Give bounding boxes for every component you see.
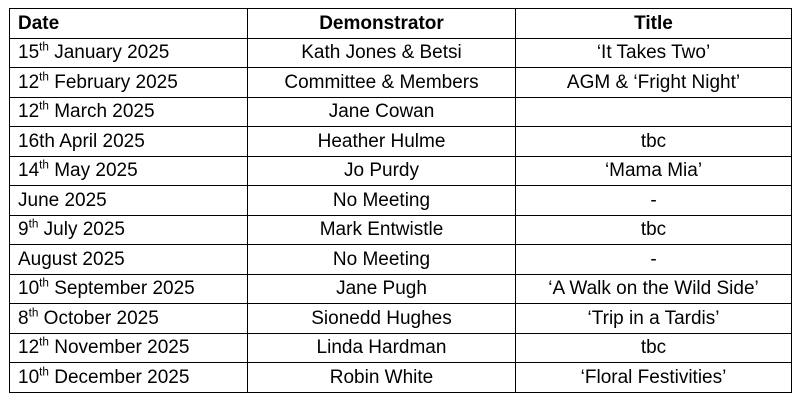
date-cell — [10, 363, 248, 393]
date-cell — [10, 215, 248, 245]
table-row — [10, 333, 792, 363]
table-row — [10, 97, 792, 127]
date-day: 9 — [18, 219, 29, 241]
schedule-table — [9, 8, 792, 393]
date-cell — [10, 127, 248, 157]
title-cell: - — [516, 186, 792, 216]
date-ordinal-suffix: th — [39, 335, 49, 349]
title-cell: tbc — [516, 127, 792, 157]
demonstrator-cell: Kath Jones & Betsi — [248, 38, 516, 68]
demonstrator-cell: Heather Hulme — [248, 127, 516, 157]
demonstrator-cell: Linda Hardman — [248, 333, 516, 363]
date-day: 12 — [18, 101, 40, 123]
date-ordinal-suffix: th — [39, 40, 49, 54]
table-row — [10, 156, 792, 186]
date-cell — [10, 38, 248, 68]
date-day: 15 — [18, 42, 40, 64]
date-ordinal-suffix: th — [28, 306, 39, 320]
date-ordinal-suffix: th — [28, 217, 39, 231]
demonstrator-cell: Jo Purdy — [248, 156, 516, 186]
table-row — [10, 38, 792, 68]
table-row — [10, 215, 792, 245]
demonstrator-cell: Committee & Members — [248, 68, 516, 98]
date-cell — [10, 245, 248, 275]
demonstrator-cell: Sionedd Hughes — [248, 304, 516, 334]
schedule-table-wrapper — [9, 8, 792, 393]
date-month-year: June 2025 — [18, 189, 107, 211]
table-row — [10, 274, 792, 304]
header-date: Date — [10, 9, 248, 39]
table-row — [10, 68, 792, 98]
table-body — [10, 38, 792, 392]
demonstrator-cell: Robin White — [248, 363, 516, 393]
title-cell: - — [516, 245, 792, 275]
date-cell — [10, 333, 248, 363]
date-month-year: January 2025 — [48, 42, 170, 64]
date-cell — [10, 156, 248, 186]
title-cell — [516, 97, 792, 127]
demonstrator-cell: Jane Pugh — [248, 274, 516, 304]
date-month-year: September 2025 — [48, 278, 195, 300]
date-month-year: March 2025 — [48, 101, 155, 123]
date-cell — [10, 304, 248, 334]
date-day: 10 — [18, 278, 40, 300]
date-month-year: April 2025 — [54, 130, 145, 152]
title-cell: tbc — [516, 215, 792, 245]
date-month-year: October 2025 — [38, 307, 159, 329]
date-cell — [10, 97, 248, 127]
title-cell: tbc — [516, 333, 792, 363]
title-cell: ‘A Walk on the Wild Side’ — [516, 274, 792, 304]
date-month-year: July 2025 — [38, 219, 126, 241]
title-cell: ‘Mama Mia’ — [516, 156, 792, 186]
date-month-year: May 2025 — [48, 160, 138, 182]
table-row — [10, 363, 792, 393]
date-cell — [10, 68, 248, 98]
table-row — [10, 304, 792, 334]
date-cell — [10, 186, 248, 216]
date-day: 10 — [18, 366, 40, 388]
title-cell: ‘Trip in a Tardis’ — [516, 304, 792, 334]
date-ordinal-suffix: th — [39, 365, 49, 379]
table-row — [10, 245, 792, 275]
date-ordinal-suffix: th — [39, 99, 49, 113]
demonstrator-cell: No Meeting — [248, 186, 516, 216]
header-demonstrator: Demonstrator — [248, 9, 516, 39]
demonstrator-cell: Mark Entwistle — [248, 215, 516, 245]
date-day: 12 — [18, 71, 40, 93]
title-cell: ‘Floral Festivities’ — [516, 363, 792, 393]
table-row — [10, 127, 792, 157]
table-row — [10, 186, 792, 216]
date-ordinal-suffix: th — [39, 70, 49, 84]
date-month-year: November 2025 — [48, 337, 190, 359]
demonstrator-cell: No Meeting — [248, 245, 516, 275]
date-day: 16th — [18, 130, 55, 152]
date-day: 12 — [18, 337, 40, 359]
title-cell: ‘It Takes Two’ — [516, 38, 792, 68]
date-cell — [10, 274, 248, 304]
date-day: 8 — [18, 307, 29, 329]
header-row — [10, 9, 792, 39]
date-ordinal-suffix: th — [39, 276, 49, 290]
date-month-year: December 2025 — [48, 366, 190, 388]
title-cell: AGM & ‘Fright Night’ — [516, 68, 792, 98]
demonstrator-cell: Jane Cowan — [248, 97, 516, 127]
date-ordinal-suffix: th — [39, 158, 49, 172]
header-title: Title — [516, 9, 792, 39]
date-month-year: February 2025 — [48, 71, 178, 93]
date-month-year: August 2025 — [18, 248, 125, 270]
date-day: 14 — [18, 160, 40, 182]
